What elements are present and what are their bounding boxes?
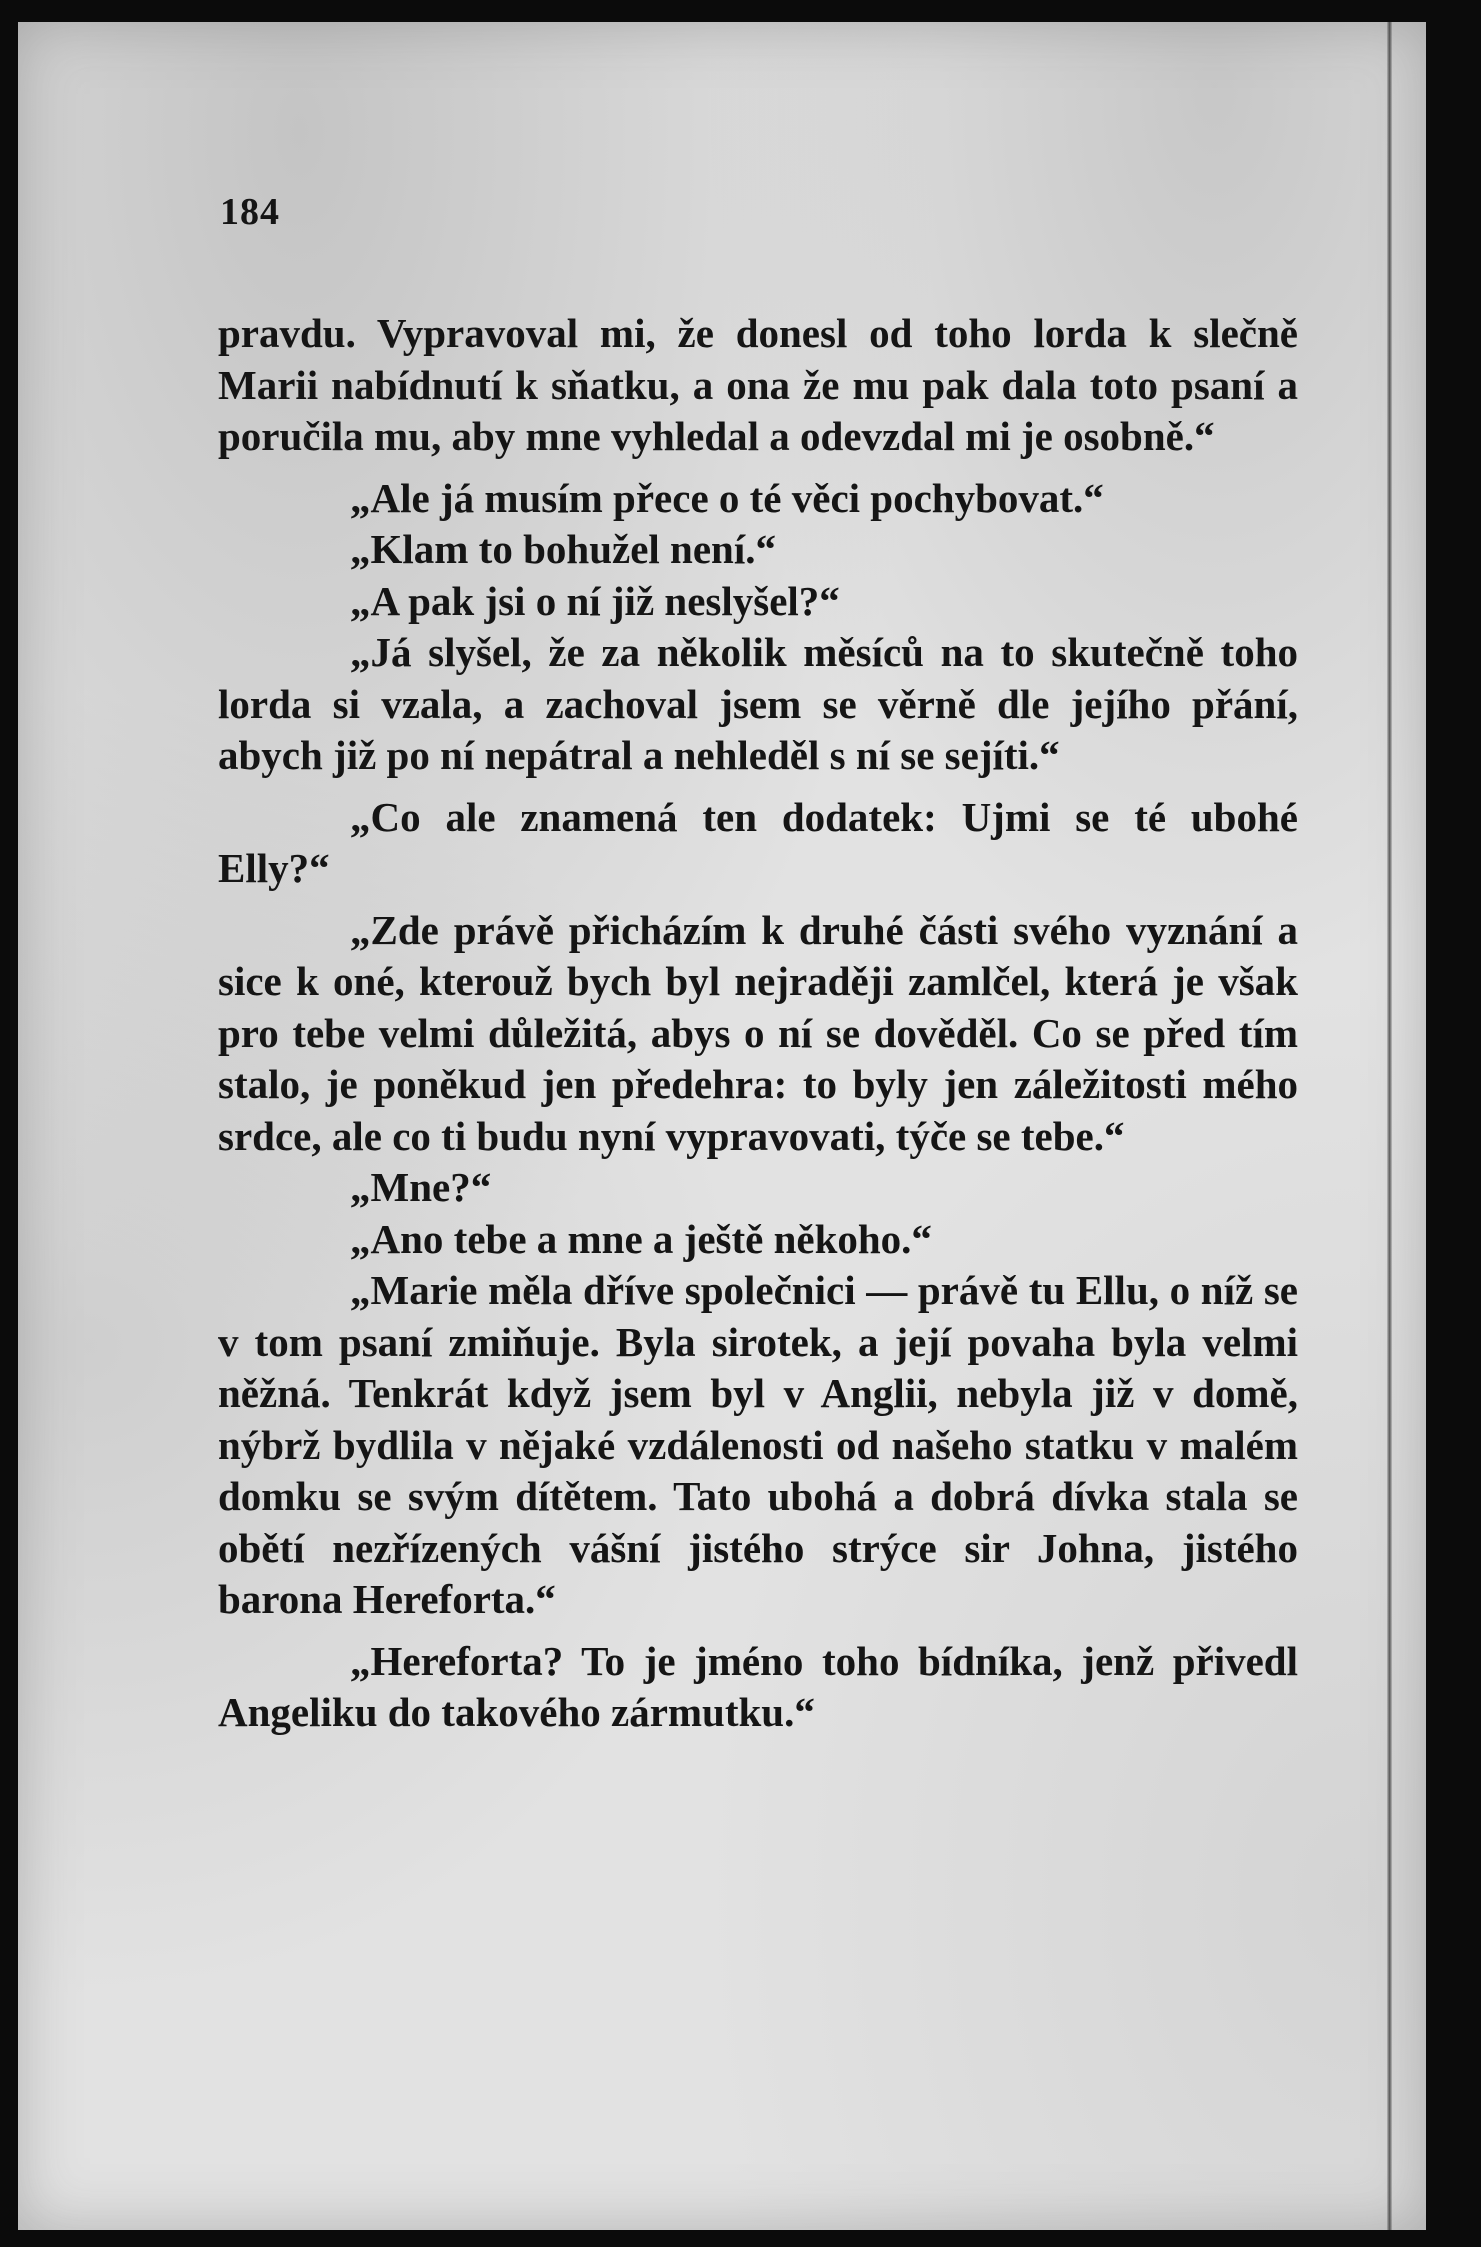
paragraph: „Hereforta? To je jméno toho bídníka, jenž přivedl Angeliku do takového zármutku.“: [218, 1637, 1298, 1735]
paragraph: „Ale já musím přece o té věci pochybovat.“: [350, 474, 1104, 521]
page-edge-shadow: [1387, 22, 1392, 2230]
paragraph: „Ano tebe a mne a ještě někoho.“: [350, 1215, 932, 1262]
paragraph: pravdu. Vypravoval mi, že donesl od toho lorda k slečně Marii nabídnutí k sňatku, a ona že mu pak dala toto psaní a poručila mu, aby mne vyhledal a odevzdal mi je osobně.“: [218, 310, 1298, 459]
page-number: 184: [220, 191, 280, 233]
paragraph: „Marie měla dříve společnici — právě tu Ellu, o níž se v tom psaní zmiňuje. Byla sirotek, a její povaha byla velmi něžná. Tenkrát když jsem byl v Anglii, nebyla již v domě, nýbrž bydlila v nějaké vzdálenosti od našeho statku v malém domku se svým dítětem. Tato ubohá a dobrá dívka stala se obětí nezřízených vášní jistého strýce sir Johna, jistého barona Hereforta.“: [218, 1267, 1298, 1622]
paragraph: „Mne?“: [350, 1164, 492, 1210]
paragraph: „Co ale znamená ten dodatek: Ujmi se té ubohé Elly?“: [218, 793, 1298, 891]
paragraph: „Já slyšel, že za několik měsíců na to skutečně toho lorda si vzala, a zachoval jsem se věrně dle jejího přání, abych již po ní nepátral a nehleděl s ní se sejíti.“: [218, 629, 1298, 778]
paragraph: „Zde právě přicházím k druhé části svého vyznání a sice k oné, kterouž bych byl nejraději zamlčel, která je však pro tebe velmi důležitá, abys o ní se dověděl. Co se před tím stalo, je poněkud jen předehra: to byly jen záležitosti mého srdce, ale co ti budu nyní vypravovati, týče se tebe.“: [218, 906, 1298, 1159]
body-text: [218, 308, 1298, 1739]
paragraph: „Klam to bohužel není.“: [350, 526, 776, 572]
book-page: [18, 22, 1426, 2230]
paragraph: „A pak jsi o ní již neslyšel?“: [350, 577, 840, 624]
